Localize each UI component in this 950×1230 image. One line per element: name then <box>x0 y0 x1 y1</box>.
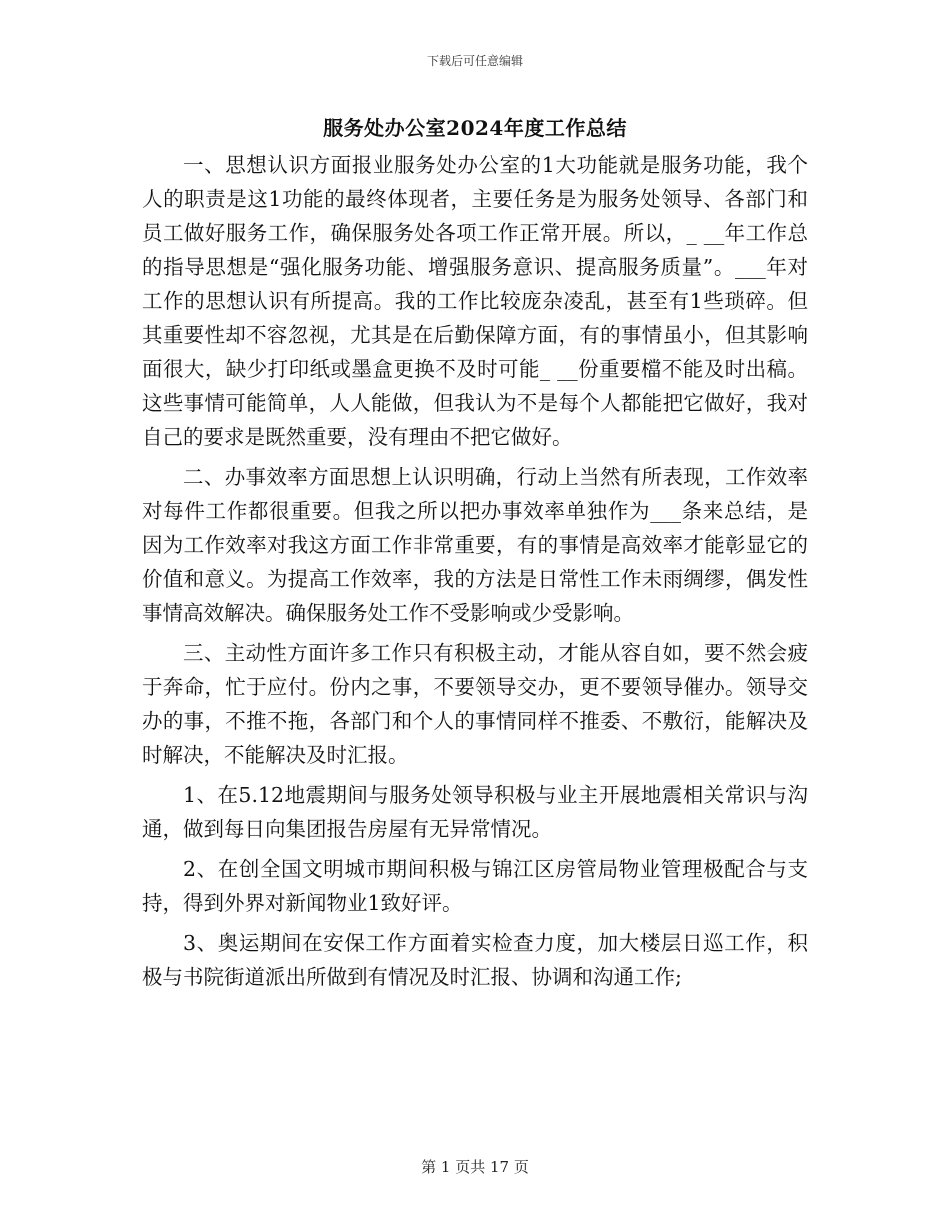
list-item-olympics: 3、奥运期间在安保工作方面着实检查力度，加大楼层日巡工作，积极与书院街道派出所做到有情况及时汇报、协调和沟通工作; <box>142 931 808 989</box>
page-number: 第 1 页共 17 页 <box>421 1158 529 1176</box>
paragraph-initiative: 三、主动性方面许多工作只有积极主动，才能从容自如，要不然会疲于奔命，忙于应付。份内之事，不要领导交办，更不要领导催办。领导交办的事，不推不拖，各部门和个人的事情同样不推委、不敷衍，能解决及时解决，不能解决及时汇报。 <box>142 641 808 767</box>
paragraph-efficiency: 二、办事效率方面思想上认识明确，行动上当然有所表现，工作效率对每件工作都很重要。但我之所以把办事效率单独作为___条来总结，是因为工作效率对我这方面工作非常重要，有的事情是高效率才能彰显它的价值和意义。为提高工作效率，我的方法是日常性工作未雨绸缪，偶发性事情高效解决。确保服务处工作不受影响或少受影响。 <box>142 465 808 625</box>
document-body <box>142 148 808 1000</box>
header-note: 下载后可任意编辑 <box>426 54 523 68</box>
document-title: 服务处办公室2024年度工作总结 <box>323 116 627 140</box>
list-item-earthquake: 1、在5.12地震期间与服务处领导积极与业主开展地震相关常识与沟通，做到每日向集团报告房屋有无异常情况。 <box>142 783 808 841</box>
list-item-civilized-city: 2、在创全国文明城市期间积极与锦江区房管局物业管理极配合与支持，得到外界对新闻物业1致好评。 <box>142 857 808 915</box>
paragraph-thinking: 一、思想认识方面报业服务处办公室的1大功能就是服务功能，我个人的职责是这1功能的最终体现者，主要任务是为服务处领导、各部门和员工做好服务工作，确保服务处各项工作正常开展。所以，_ __年工作总的指导思想是“强化服务功能、增强服务意识、提高服务质量”。___年对工作的思想认识有所提高。我的工作比较庞杂凌乱，甚至有1些琐碎。但其重要性却不容忽视，尤其是在后勤保障方面，有的事情虽小，但其影响面很大，缺少打印纸或墨盒更换不及时可能_ __份重要檔不能及时出稿。这些事情可能简单，人人能做，但我认为不是每个人都能把它做好，我对自己的要求是既然重要，没有理由不把它做好。 <box>142 153 808 449</box>
